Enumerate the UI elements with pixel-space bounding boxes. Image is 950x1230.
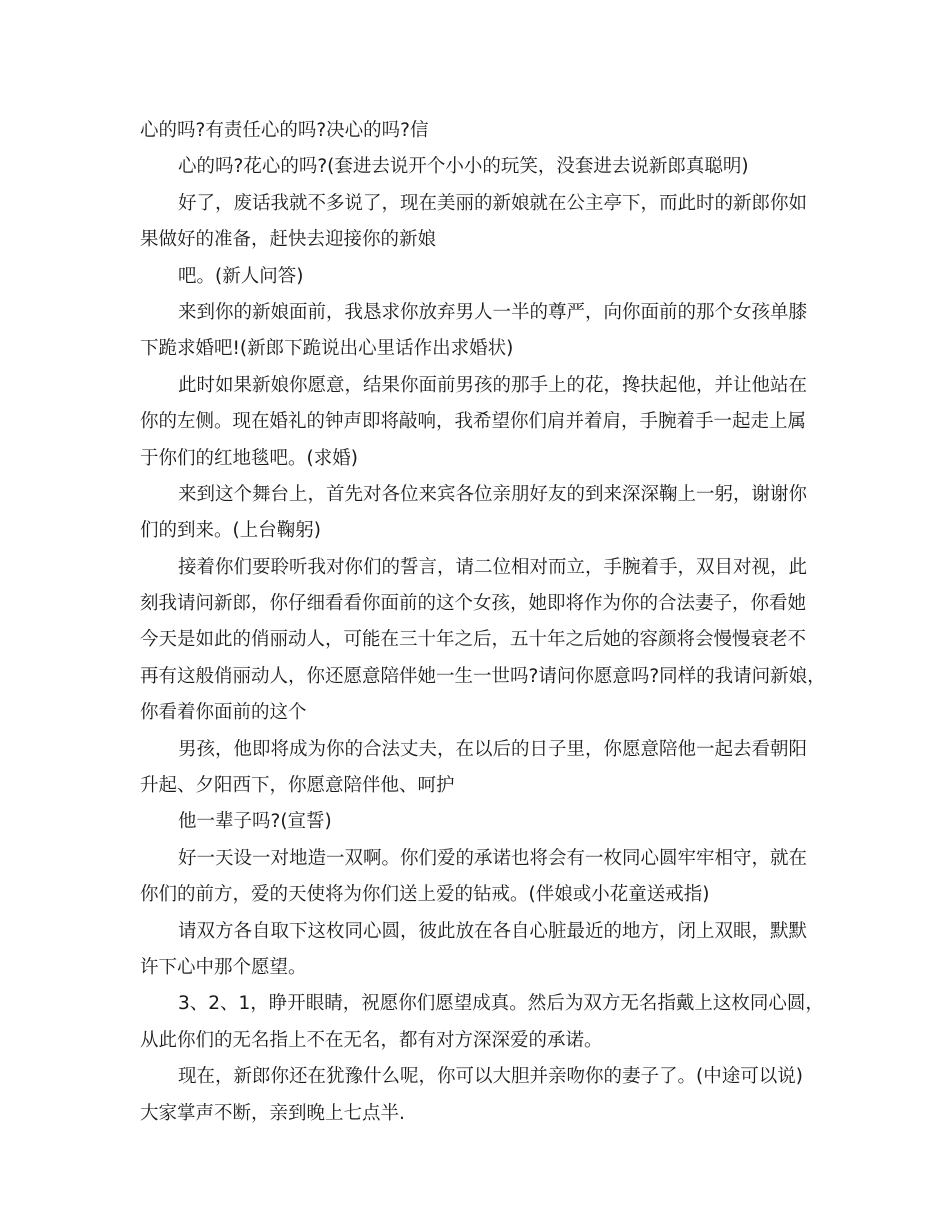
text-line: 来到这个舞台上，首先对各位来宾各位亲朋好友的到来深深鞠上一躬，谢谢你 — [178, 483, 808, 505]
text-line: 今天是如此的俏丽动人，可能在三十年之后，五十年之后她的容颜将会慢慢衰老不 — [140, 629, 807, 651]
text-line: 男孩，他即将成为你的合法丈夫，在以后的日子里，你愿意陪他一起去看朝阳 — [178, 738, 808, 760]
text-line: 接着你们要聆听我对你们的誓言，请二位相对而立，手腕着手，双目对视，此 — [178, 556, 808, 578]
text-line: 们的到来。(上台鞠躬) — [140, 520, 321, 542]
text-line: 从此你们的无名指上不在无名，都有对方深深爱的承诺。 — [140, 1029, 603, 1051]
text-line: 果做好的准备，赶快去迎接你的新娘 — [140, 229, 437, 251]
text-line: 心的吗?有责任心的吗?决心的吗?信 — [140, 120, 429, 141]
text-line: 吧。(新人问答) — [178, 265, 304, 287]
text-line: 3、2、1，睁开眼睛，祝愿你们愿望成真。然后为双方无名指戴上这枚同心圆， — [178, 993, 824, 1015]
text-line: 下跪求婚吧!(新郎下跪说出心里话作出求婚状) — [140, 338, 514, 360]
text-line: 升起、夕阳西下，你愿意陪伴他、呵护 — [140, 775, 455, 797]
text-line: 此时如果新娘你愿意，结果你面前男孩的那手上的花，搀扶起他，并让他站在 — [178, 374, 808, 396]
text-line: 再有这般俏丽动人，你还愿意陪伴她一生一世吗?请问你愿意吗?同样的我请问新娘， — [140, 665, 826, 687]
text-line: 现在，新郎你还在犹豫什么呢，你可以大胆并亲吻你的妻子了。(中途可以说) — [178, 1066, 803, 1088]
text-line: 你的左侧。现在婚礼的钟声即将敲响，我希望你们肩并着肩，手腕着手一起走上属 — [140, 411, 807, 433]
text-line: 刻我请问新郎，你仔细看看你面前的这个女孩，她即将作为你的合法妻子，你看她 — [140, 593, 807, 615]
text-line: 来到你的新娘面前，我恳求你放弃男人一半的尊严，向你面前的那个女孩单膝 — [178, 301, 808, 323]
document-body — [140, 113, 826, 1132]
text-line: 好一天设一对地造一双啊。你们爱的承诺也将会有一枚同心圆牢牢相守，就在 — [178, 847, 808, 869]
text-line: 请双方各自取下这枚同心圆，彼此放在各自心脏最近的地方，闭上双眼，默默 — [178, 920, 808, 942]
text-line: 好了，废话我就不多说了，现在美丽的新娘就在公主亭下，而此时的新郎你如 — [178, 192, 808, 214]
text-line: 他一辈子吗?(宣誓) — [178, 811, 332, 833]
text-line: 你们的前方，爱的天使将为你们送上爱的钻戒。(伴娘或小花童送戒指) — [140, 884, 710, 906]
text-line: 心的吗?花心的吗?(套进去说开个小小的玩笑，没套进去说新郎真聪明) — [178, 156, 749, 178]
text-line: 于你们的红地毯吧。(求婚) — [140, 447, 358, 469]
text-line: 许下心中那个愿望。 — [140, 956, 307, 978]
text-line: 你看着你面前的这个 — [140, 702, 307, 724]
text-line: 大家掌声不断，亲到晚上七点半. — [140, 1102, 405, 1124]
